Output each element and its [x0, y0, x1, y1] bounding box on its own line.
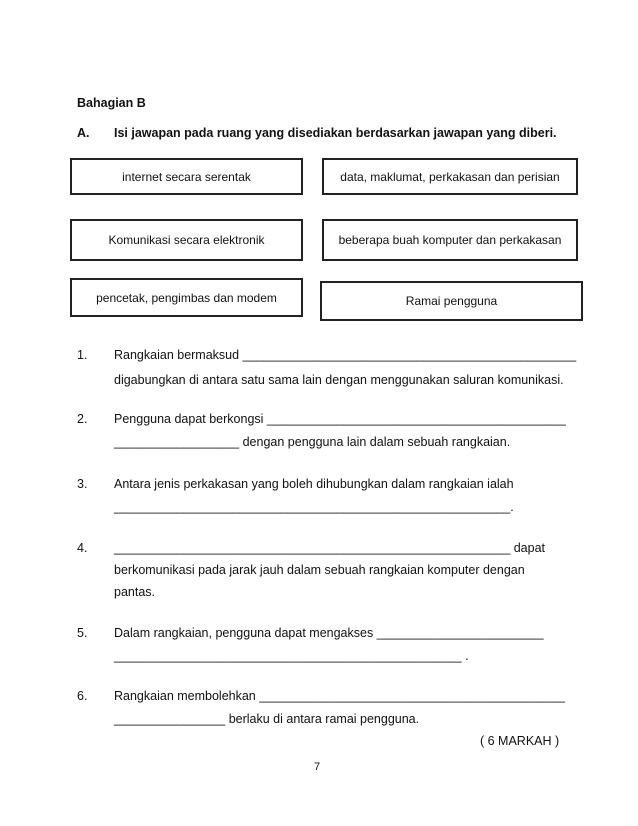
answer-box-6: Ramai pengguna [320, 281, 583, 321]
question-6-line-1: Rangkaian membolehkan ____________________________________________ [114, 689, 566, 703]
question-1-line-2: digabungkan di antara satu sama lain dengan menggunakan saluran komunikasi. [114, 373, 564, 387]
question-2-line-1: Pengguna dapat berkongsi ___________________________________________ [114, 412, 566, 426]
answer-box-1: internet secara serentak [70, 158, 303, 195]
question-4-line-2: berkomunikasi pada jarak jauh dalam sebuah rangkaian komputer dengan [114, 563, 525, 577]
question-5-line-2: __________________________________________________ . [114, 649, 469, 663]
answer-box-4: beberapa buah komputer dan perkakasan [322, 219, 578, 261]
question-6-line-2: ________________ berlaku di antara ramai pengguna. [114, 712, 420, 726]
page-number: 7 [314, 761, 321, 773]
question-1-number: 1. [77, 348, 88, 362]
question-3-number: 3. [77, 477, 88, 491]
instruction-text: Isi jawapan pada ruang yang disediakan berdasarkan jawapan yang diberi. [114, 126, 557, 140]
question-3-line-2: _________________________________________________________. [114, 500, 514, 514]
question-4-number: 4. [77, 541, 88, 555]
question-3-line-1: Antara jenis perkakasan yang boleh dihubungkan dalam rangkaian ialah [114, 477, 514, 491]
total-marks: ( 6 MARKAH ) [480, 734, 560, 748]
answer-box-5: pencetak, pengimbas dan modem [70, 278, 303, 317]
section-title: Bahagian B [77, 96, 146, 110]
answer-box-2: data, maklumat, perkakasan dan perisian [322, 158, 578, 195]
question-6-number: 6. [77, 689, 88, 703]
question-4-line-1: _________________________________________________________ dapat [114, 541, 546, 555]
instruction-letter: A. [77, 126, 90, 140]
question-2-line-2: __________________ dengan pengguna lain dalam sebuah rangkaian. [114, 435, 511, 449]
question-5-line-1: Dalam rangkaian, pengguna dapat mengakses ________________________ [114, 626, 544, 640]
question-4-line-3: pantas. [114, 585, 156, 599]
answer-box-3: Komunikasi secara elektronik [70, 219, 303, 261]
question-2-number: 2. [77, 412, 88, 426]
question-1-line-1: Rangkaian bermaksud ________________________________________________ [114, 348, 577, 362]
question-5-number: 5. [77, 626, 88, 640]
